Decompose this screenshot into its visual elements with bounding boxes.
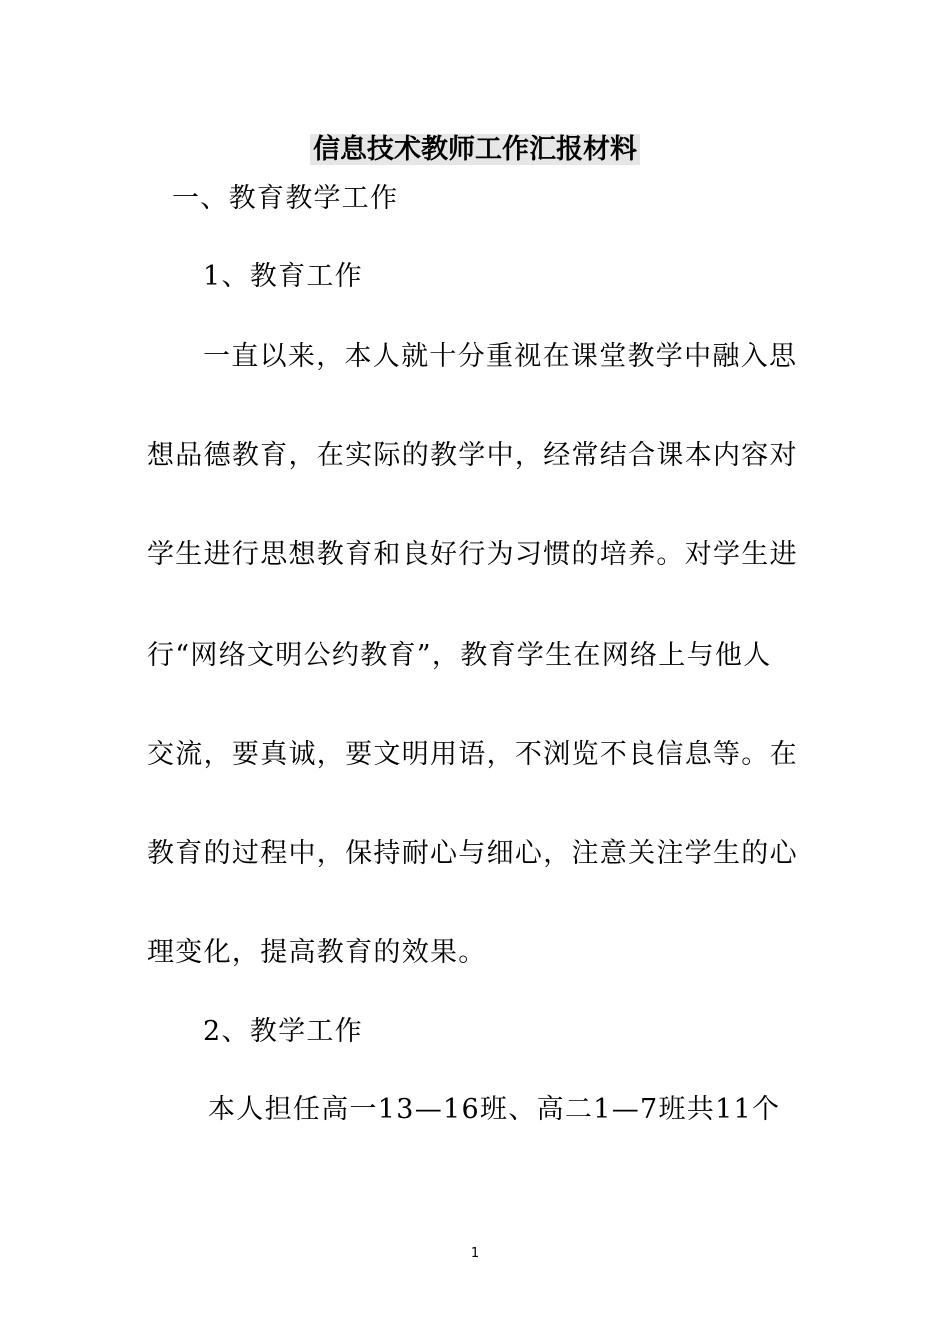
paragraph-line: 教育的过程中，保持耐心与细心，注意关注学生的心: [147, 838, 798, 869]
subsection-heading: 2、教学工作: [203, 1016, 363, 1047]
paragraph-line: 一直以来，本人就十分重视在课堂教学中融入思: [203, 341, 798, 372]
paragraph-line: 本人担任高一13—16班、高二1—7班共11个: [208, 1094, 781, 1125]
paragraph-line: 想品德教育，在实际的教学中，经常结合课本内容对: [147, 440, 798, 471]
page-number: 1: [470, 1246, 480, 1261]
paragraph-line: 学生进行思想教育和良好行为习惯的培养。对学生进: [147, 539, 798, 570]
section-heading: 一、教育教学工作: [172, 183, 399, 214]
document-title-text: 信息技术教师工作汇报材料: [310, 134, 640, 165]
subsection-heading: 1、教育工作: [203, 261, 363, 292]
paragraph-line: 理变化，提高教育的效果。: [147, 937, 487, 968]
document-title: [0, 128, 950, 172]
paragraph-line: 交流，要真诚，要文明用语，不浏览不良信息等。在: [147, 739, 798, 770]
paragraph-line: 行“网络文明公约教育”，教育学生在网络上与他人: [147, 640, 772, 671]
